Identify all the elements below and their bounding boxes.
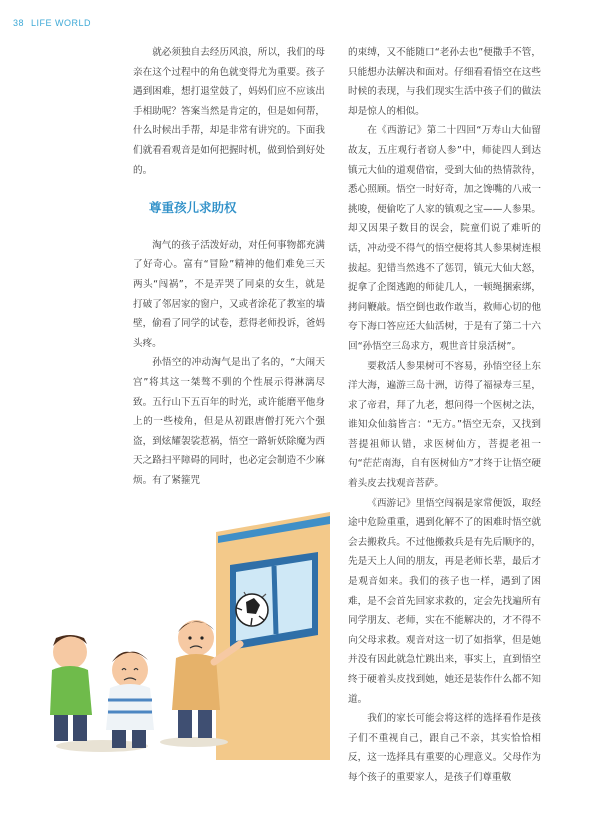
section-title: 尊重孩儿求助权 <box>149 200 237 216</box>
paragraph: 淘气的孩子活泼好动，对任何事物都充满了好奇心。富有“冒险”精神的他们难免三天两头“闯祸”，不是弄哭了同桌的女生，就是打破了邻居家的窗户，又或者涂花了教室的墙壁，偷看了同学的试卷，惹得老师投诉，爸妈头疼。 <box>133 239 325 349</box>
magazine-name: LIFE WORLD <box>31 18 92 28</box>
paragraph: 《西游记》里悟空闯祸是家常便饭，取经途中危险重重，遇到化解不了的困难时悟空就会去搬救兵。不过他搬救兵是有先后顺序的，先是天上人间的朋友，再是老师长辈，最后才是观音如来。我们的孩子也一样，遇到了困难，是不会首先回家求救的，定会先找遍所有同学朋友、老师，实在不能解决的，才不得不向父母求救。观音对这一切了如指掌，但是她并没有因此就急忙跳出来，事实上，直到悟空终于硬着头皮找到她，她还是装作什么都不知道。 <box>348 497 541 705</box>
left-column <box>133 43 325 490</box>
right-column <box>348 43 541 788</box>
paragraph: 就必须独自去经历风浪，所以，我们的母亲在这个过程中的角色就变得尤为重要。孩子遇到困难，想打退堂鼓了，妈妈们应不应该出手相助呢？答案当然是肯定的，但是如何帮，什么时候出手帮，却是非常有讲究的。下面我们就看看观音是如何把握时机，做到恰到好处的。 <box>133 47 325 176</box>
paragraph: 要救活人参果树可不容易，孙悟空径上东洋大海，遍游三岛十洲，访得了福禄寿三星，求了帝君，拜了九老，想问得一个医树之法，谁知众仙翁皆言：“无方。”悟空无奈，又找到菩提祖师认错，求医树仙方，菩提老祖一句“茫茫南海，自有医树仙方”才终于让悟空硬着头皮去找观音菩萨。 <box>348 360 541 490</box>
page-number: 38 <box>13 18 25 28</box>
paragraph: 在《西游记》第二十四回“万寿山大仙留故友，五庄观行者窃人参”中，师徒四人到达镇元大仙的道观借宿，受到大仙的热情款待，悉心照顾。悟空一时好奇，加之馋嘴的八戒一挑唆，便偷吃了人家的镇观之宝——人参果。却又因果子数目的误会，院童们说了难听的话，冲动受不得气的悟空便将其人参果树连根拔起。犯错当然逃不了惩罚，镇元大仙大怒，捉拿了企图逃跑的师徒几人，一顿绳捆索绑，拷问鞭敲。悟空倒也敢作敢当，救师心切的他夸下海口答应还大仙活树，于是有了第二十六回“孙悟空三岛求方，观世音甘泉活树”。 <box>348 125 541 352</box>
paragraph: 孙悟空的冲动淘气是出了名的，“大闹天宫”将其这一桀骜不驯的个性展示得淋漓尽致。五行山下五百年的时光，或许能磨平他身上的一些棱角，但是从初跟唐僧打死六个强盗，到炫耀袈裟惹祸，悟空一路斩妖除魔为西天之路扫平障碍的同时，也必定会制造不少麻烦。有了紧箍咒 <box>133 357 325 486</box>
paragraph: 我们的家长可能会将这样的选择看作是孩子们不重视自己，跟自己不亲，其实恰恰相反，这一选择具有重要的心理意义。父母作为每个孩子的重要家人，是孩子们尊重敬 <box>348 713 541 783</box>
children-broken-window-illustration <box>18 510 330 760</box>
page-header <box>13 18 91 28</box>
paragraph: 的束缚，又不能随口“老孙去也”便撒手不管，只能想办法解决和面对。仔细看看悟空在这些时候的表现，与我们现实生活中孩子们的做法却是惊人的相似。 <box>348 47 541 117</box>
